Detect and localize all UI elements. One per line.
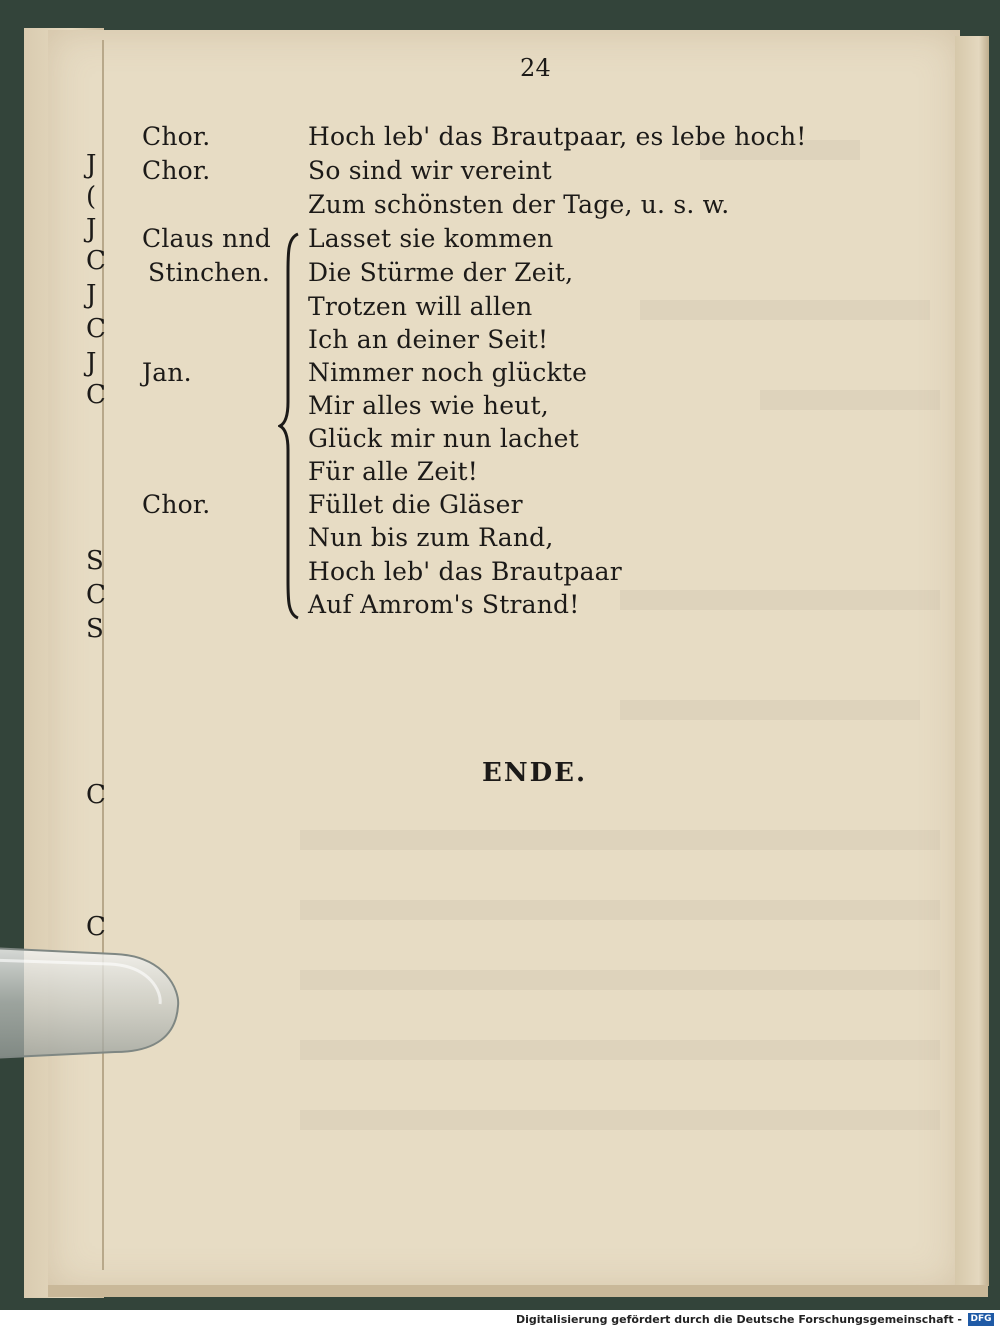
speaker-label: Chor.: [142, 156, 211, 185]
verse-line: Hoch leb' das Brautpaar, es lebe hoch!: [308, 122, 807, 151]
verse-line: Hoch leb' das Brautpaar: [308, 557, 622, 586]
verse-line: Auf Amrom's Strand!: [308, 590, 580, 619]
speaker-label: Jan.: [142, 358, 192, 387]
verse-line: Glück mir nun lachet: [308, 424, 579, 453]
footer-bar: [0, 1310, 1000, 1329]
margin-letter: S: [86, 614, 104, 644]
margin-letter: C: [86, 912, 106, 942]
verse-line: Trotzen will allen: [308, 292, 533, 321]
margin-letter: (: [86, 182, 97, 212]
margin-letter: C: [86, 380, 106, 410]
margin-letter: J: [86, 214, 97, 244]
verse-line: Nun bis zum Rand,: [308, 523, 554, 552]
verse-line: Zum schönsten der Tage, u. s. w.: [308, 190, 730, 219]
speaker-label: Stinchen.: [148, 258, 271, 287]
verse-line: So sind wir vereint: [308, 156, 552, 185]
gutter-line: [102, 40, 104, 1270]
verse-line: Nimmer noch glückte: [308, 358, 588, 387]
margin-letter: C: [86, 246, 106, 276]
margin-letter: J: [86, 280, 97, 310]
footer-credit-text: Digitalisierung gefördert durch die Deutsche Forschungsgemeinschaft -: [515, 1313, 962, 1326]
verse-line: Mir alles wie heut,: [308, 391, 549, 420]
margin-letter: C: [86, 580, 106, 610]
ende-heading: ENDE.: [482, 758, 587, 788]
verse-line: Ich an deiner Seit!: [308, 325, 549, 354]
page-bottom-edge: [48, 1285, 988, 1297]
margin-letter: J: [86, 150, 97, 180]
speaker-label: Claus nnd: [142, 224, 271, 253]
verse-line: Die Stürme der Zeit,: [308, 258, 574, 287]
speaker-label: Chor.: [142, 122, 211, 151]
margin-letter: J: [86, 348, 97, 378]
verse-line: Für alle Zeit!: [308, 457, 479, 486]
verse-line: Füllet die Gläser: [308, 490, 523, 519]
page-clip-icon: [0, 940, 185, 1060]
verse-line: Lasset sie kommen: [308, 224, 554, 253]
speaker-label: Chor.: [142, 490, 211, 519]
margin-letter: C: [86, 780, 106, 810]
margin-letter: C: [86, 314, 106, 344]
page-sheet: [48, 30, 960, 1290]
margin-letter: S: [86, 546, 104, 576]
right-page-edge: [955, 36, 989, 1286]
dfg-logo: DFG: [968, 1313, 994, 1326]
curly-brace-icon: [278, 232, 300, 620]
page-number: 24: [520, 54, 551, 82]
